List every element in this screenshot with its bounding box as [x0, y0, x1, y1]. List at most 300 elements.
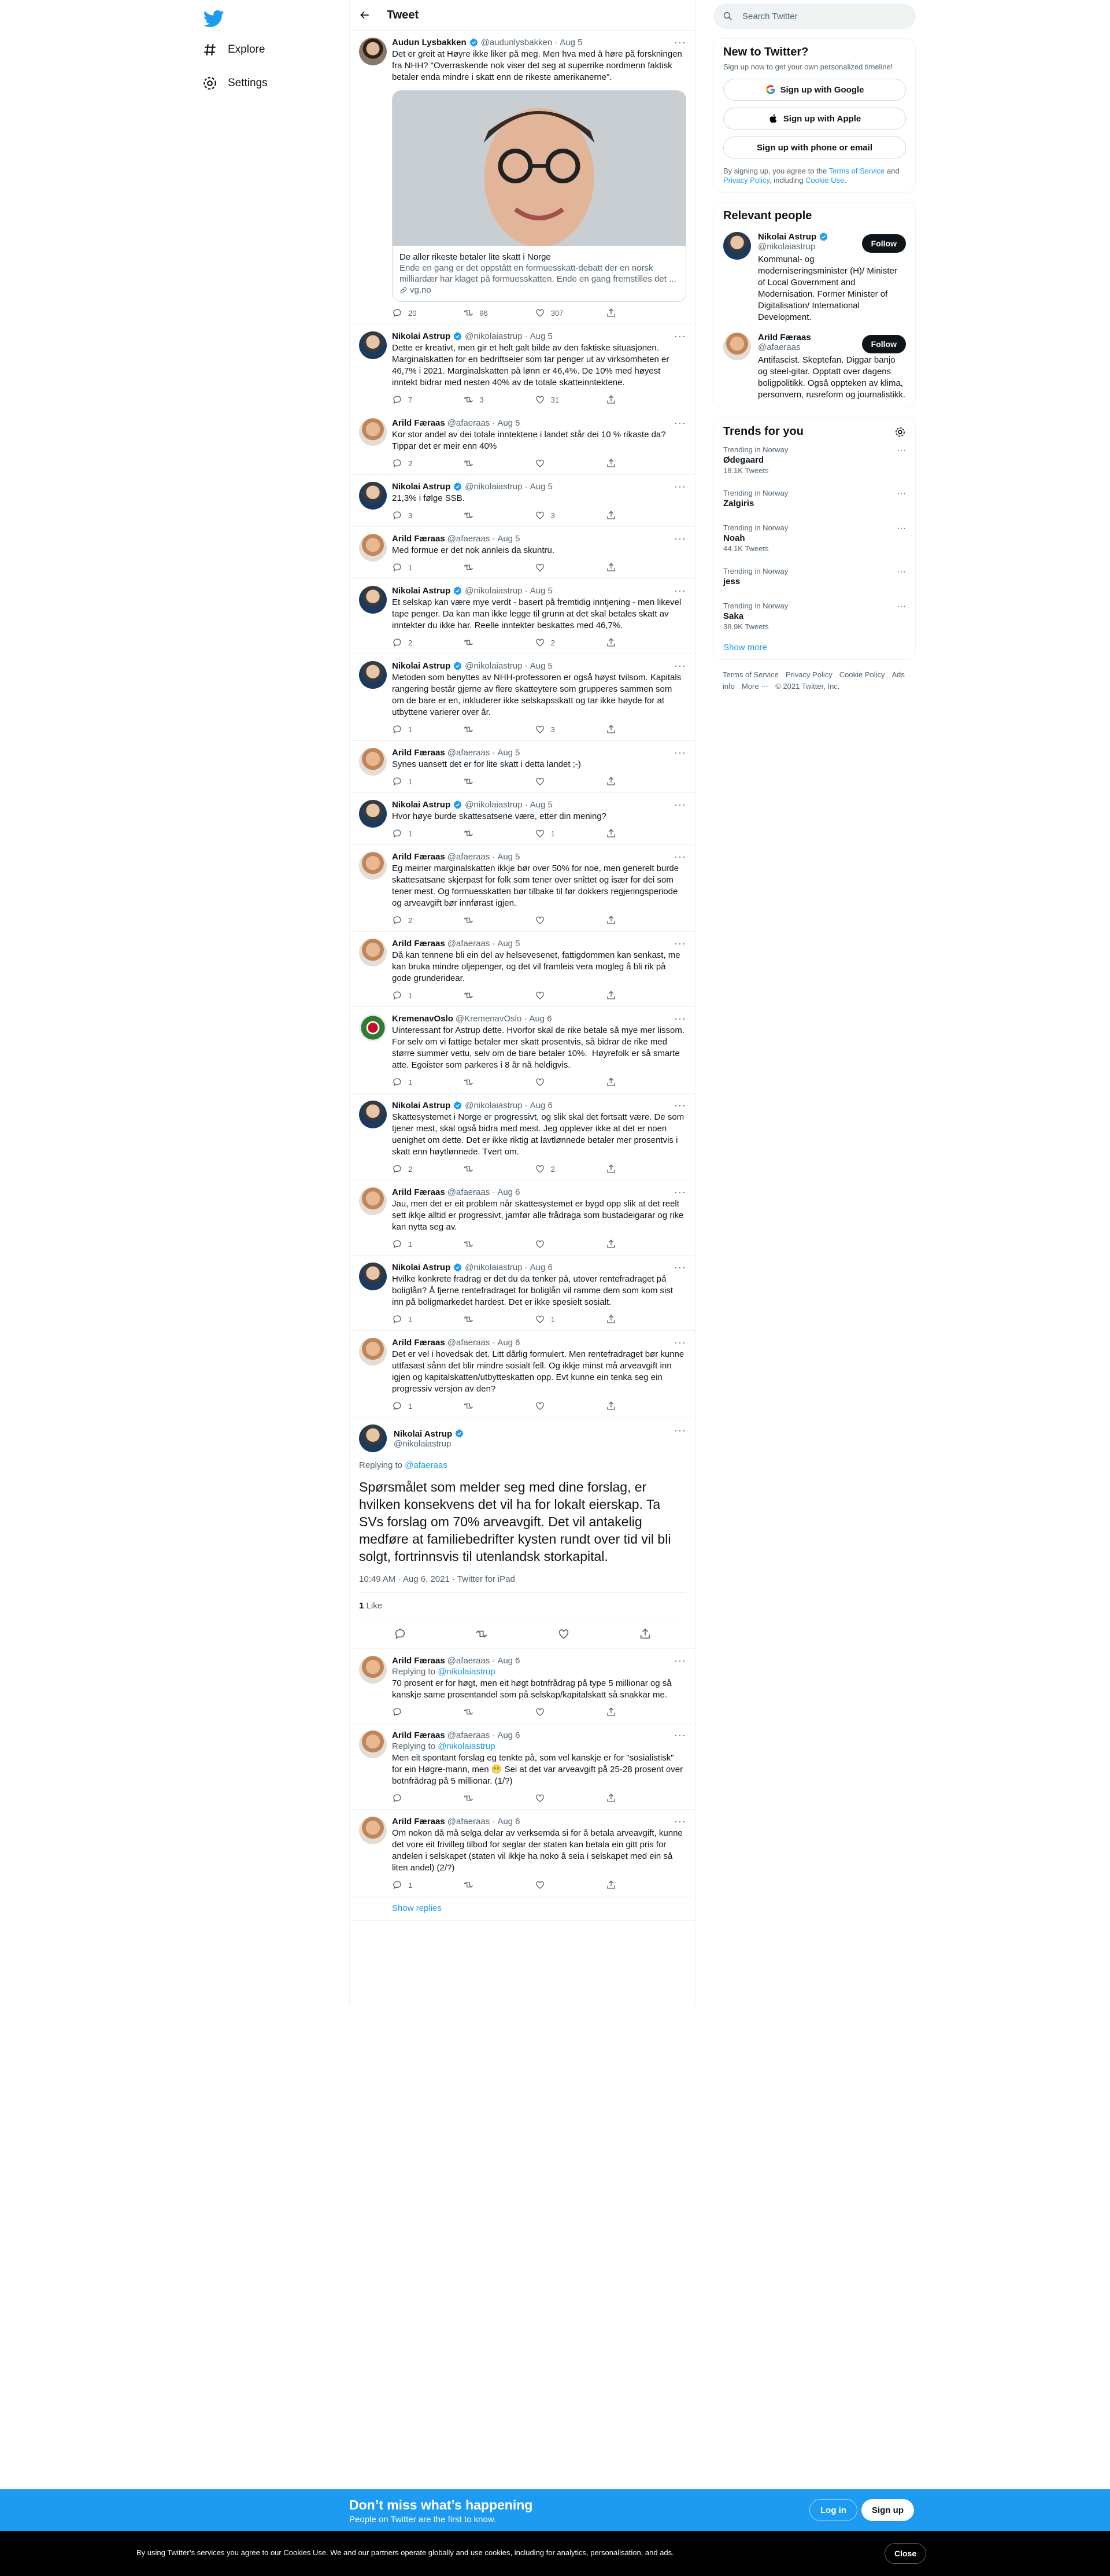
- retweet-icon: [463, 724, 473, 735]
- follow-button[interactable]: Follow: [862, 234, 906, 253]
- avatar[interactable]: [723, 232, 751, 260]
- tweet[interactable]: [350, 579, 695, 654]
- google-icon: [765, 84, 776, 95]
- reply-button[interactable]: [392, 458, 427, 468]
- phone-signup-button[interactable]: [723, 136, 906, 158]
- author-handle[interactable]: @nikolaiastrup: [465, 1263, 523, 1272]
- like-button[interactable]: [535, 724, 569, 735]
- reply-button[interactable]: [392, 510, 427, 521]
- reply-icon: [392, 458, 402, 468]
- author-name[interactable]: Nikolai Astrup: [392, 586, 451, 596]
- more-options-icon[interactable]: ···: [674, 1186, 686, 1198]
- author-handle[interactable]: @afaeraas: [447, 1817, 490, 1826]
- tweet-date[interactable]: Aug 6: [530, 1101, 553, 1110]
- author-handle[interactable]: @afaeraas: [447, 1730, 490, 1740]
- like-icon: [535, 1707, 545, 1717]
- retweet-button[interactable]: [463, 458, 498, 468]
- like-icon: [535, 1239, 545, 1249]
- author-name[interactable]: Arild Færaas: [392, 1730, 445, 1740]
- author-handle[interactable]: @afaeraas: [447, 534, 490, 544]
- link-card[interactable]: [392, 90, 686, 302]
- tweet[interactable]: [350, 1810, 695, 1896]
- reply-button[interactable]: [392, 776, 427, 787]
- share-button[interactable]: [606, 458, 641, 468]
- avatar[interactable]: [359, 852, 387, 880]
- tweet[interactable]: [350, 1094, 695, 1180]
- author-name[interactable]: Arild Færaas: [392, 1187, 445, 1197]
- author-name[interactable]: Nikolai Astrup: [392, 331, 451, 341]
- tweet-date[interactable]: Aug 6: [529, 1014, 552, 1024]
- tweet-date[interactable]: Aug 6: [530, 1263, 553, 1272]
- terms-of-service-link[interactable]: Terms of Service: [828, 167, 885, 175]
- trend-item[interactable]: [723, 595, 906, 638]
- footer-link[interactable]: Terms of Service: [723, 670, 779, 679]
- avatar[interactable]: [359, 586, 387, 614]
- footer-link[interactable]: Ads info: [723, 670, 905, 691]
- tweet-date[interactable]: Aug 5: [530, 800, 553, 810]
- author-handle[interactable]: @afaeraas: [447, 748, 490, 758]
- footer-link[interactable]: Cookie Policy: [839, 670, 885, 679]
- trend-item[interactable]: [723, 482, 906, 516]
- avatar[interactable]: [359, 748, 387, 776]
- follow-button[interactable]: Follow: [862, 335, 906, 353]
- reply-icon: [392, 1314, 402, 1324]
- person-name[interactable]: Nikolai Astrup: [758, 232, 817, 242]
- retweet-button[interactable]: [463, 562, 498, 573]
- tweet-text: Dette er kreativt, men gir et helt galt bilde av den faktiske situasjonen. Marginalskatten for en bedriftseier som tar penger ut av virksomheten er 46,7% i 2021. Marginalskatten på lønn er 46,4%. De 10% med høyest inntekt bidrar med nesten 40% av de totale skatteinntektene.: [392, 343, 672, 387]
- more-options-icon[interactable]: ···: [674, 799, 686, 810]
- avatar[interactable]: [359, 1101, 387, 1128]
- share-button[interactable]: [606, 776, 641, 787]
- avatar[interactable]: [359, 38, 387, 65]
- like-icon: [535, 990, 545, 1001]
- separator-dot: ·: [554, 38, 558, 47]
- card-description: Ende en gang er det oppstått en formuesskatt-debatt der en norsk milliardær har klaget på formuesskatten. Ende en gang fremstilles det ...: [399, 263, 676, 284]
- tweet-date[interactable]: Aug 5: [530, 482, 553, 492]
- retweet-button[interactable]: [463, 1401, 498, 1411]
- card-title: De aller rikeste betaler lite skatt i Norge: [399, 252, 551, 262]
- author-name[interactable]: Nikolai Astrup: [392, 661, 451, 671]
- author-name[interactable]: Arild Færaas: [392, 1338, 445, 1348]
- like-button[interactable]: [535, 1314, 569, 1324]
- tweet-stats[interactable]: [359, 1592, 686, 1619]
- avatar[interactable]: [359, 418, 387, 446]
- more-options-icon[interactable]: ···: [897, 523, 906, 533]
- retweet-icon[interactable]: [475, 1627, 488, 1640]
- more-options-icon[interactable]: ···: [674, 1099, 686, 1111]
- more-options-icon[interactable]: ···: [897, 489, 906, 499]
- like-button[interactable]: [535, 776, 569, 787]
- author-name[interactable]: Arild Færaas: [392, 1817, 445, 1826]
- reply-button[interactable]: [392, 915, 427, 925]
- share-button[interactable]: [606, 394, 641, 405]
- retweet-button[interactable]: [463, 828, 498, 839]
- footer-link[interactable]: © 2021 Twitter, Inc.: [775, 682, 840, 691]
- reply-button[interactable]: [392, 394, 427, 405]
- retweet-button[interactable]: [463, 990, 498, 1001]
- like-icon[interactable]: [557, 1627, 570, 1640]
- tweet-actions: [392, 394, 641, 405]
- author-handle[interactable]: @afaeraas: [447, 418, 490, 428]
- like-button[interactable]: [535, 1793, 569, 1803]
- nav-explore-label: Explore: [228, 43, 265, 56]
- show-replies-link[interactable]: Show replies: [350, 1896, 695, 1921]
- apple-signup-button[interactable]: [723, 108, 906, 130]
- tweet[interactable]: [350, 654, 695, 741]
- author-name[interactable]: KremenavOslo: [392, 1014, 453, 1024]
- like-icon: [535, 394, 545, 405]
- signup-box: [713, 38, 916, 193]
- author-handle[interactable]: @afaeraas: [447, 852, 490, 862]
- gear-icon: [202, 76, 217, 91]
- tweet-date[interactable]: Aug 6: [497, 1187, 520, 1197]
- trend-category: Trending in Norway: [723, 523, 789, 532]
- reply-button[interactable]: [392, 1880, 427, 1890]
- tweet-date[interactable]: Aug 5: [530, 331, 553, 341]
- person-bio: Antifascist. Skeptefan. Diggar banjo og steel-gitar. Opptatt over dagens boligpolitikk. Også oppteken av klima, personvern, rusreform og journalistikk.: [758, 355, 906, 400]
- like-button[interactable]: [535, 990, 569, 1001]
- more-options-icon[interactable]: ···: [674, 36, 686, 48]
- separator-dot: ·: [524, 586, 528, 596]
- more-options-icon[interactable]: ···: [674, 481, 686, 492]
- share-button[interactable]: [606, 1077, 641, 1087]
- reply-button[interactable]: [392, 308, 427, 318]
- author-name[interactable]: Audun Lysbakken: [392, 38, 467, 47]
- reply-count: 20: [408, 308, 417, 318]
- more-options-icon[interactable]: ···: [674, 747, 686, 758]
- author-handle[interactable]: @nikolaiastrup: [465, 586, 523, 596]
- reply-button[interactable]: [392, 828, 427, 839]
- nav-settings-label: Settings: [228, 77, 268, 89]
- tweet-date[interactable]: Aug 5: [530, 661, 553, 671]
- more-options-icon[interactable]: ···: [674, 1815, 686, 1827]
- author-handle[interactable]: @nikolaiastrup: [465, 482, 523, 492]
- more-options-icon[interactable]: ···: [897, 445, 906, 455]
- nav-settings[interactable]: [202, 69, 268, 97]
- like-button[interactable]: [535, 562, 569, 573]
- author-handle[interactable]: @audunlysbakken: [480, 38, 553, 47]
- avatar[interactable]: [359, 1187, 387, 1215]
- like-icon: [535, 828, 545, 839]
- retweet-icon: [463, 1401, 473, 1411]
- retweet-button[interactable]: [463, 1314, 498, 1324]
- trend-item[interactable]: [723, 516, 906, 560]
- more-options-icon[interactable]: ···: [674, 330, 686, 342]
- tweet[interactable]: [350, 845, 695, 932]
- tweet[interactable]: [350, 475, 695, 527]
- reply-icon: [392, 915, 402, 925]
- tweet[interactable]: [350, 741, 695, 793]
- more-options-icon[interactable]: ···: [674, 533, 686, 544]
- cookie-use-link[interactable]: Cookie Use: [805, 176, 845, 184]
- tweet[interactable]: [350, 1331, 695, 1418]
- share-button[interactable]: [606, 562, 641, 573]
- avatar[interactable]: [359, 939, 387, 966]
- like-button[interactable]: [535, 394, 569, 405]
- retweet-button[interactable]: [463, 1164, 498, 1174]
- share-button[interactable]: [606, 637, 641, 648]
- like-icon: [535, 458, 545, 468]
- more-options-icon[interactable]: ···: [674, 1261, 686, 1273]
- share-button[interactable]: [606, 1401, 641, 1411]
- tweet-text: Då kan tennene bli ein del av helsevesenet, fattigdommen kan senkast, me kan bruka mindre oljepenger, og det vil framleis vera mogleg å bli rik på gode grunderidear.: [392, 950, 683, 983]
- privacy-policy-link[interactable]: Privacy Policy: [723, 176, 769, 184]
- verified-badge-icon: [453, 586, 462, 596]
- replying-to-link[interactable]: @afaeraas: [405, 1460, 447, 1470]
- share-button[interactable]: [606, 1314, 641, 1324]
- like-button[interactable]: [535, 1239, 569, 1249]
- retweet-button[interactable]: [463, 510, 498, 521]
- author-name[interactable]: Arild Færaas: [392, 852, 445, 862]
- like-button[interactable]: [535, 308, 569, 318]
- tweet-date[interactable]: Aug 6: [497, 1730, 520, 1740]
- avatar[interactable]: [359, 1730, 387, 1758]
- reply-icon[interactable]: [394, 1627, 406, 1640]
- avatar[interactable]: [359, 1817, 387, 1844]
- author-handle[interactable]: @afaeraas: [447, 1656, 490, 1666]
- apple-signup-label: Sign up with Apple: [783, 113, 861, 124]
- show-more-link[interactable]: Show more: [723, 643, 767, 652]
- retweet-button[interactable]: [463, 637, 498, 648]
- footer-link[interactable]: Privacy Policy: [785, 670, 832, 679]
- author-handle[interactable]: @nikolaiastrup: [465, 800, 523, 810]
- separator-dot: ·: [492, 1817, 495, 1826]
- avatar[interactable]: [359, 800, 387, 828]
- retweet-button[interactable]: [463, 1707, 498, 1717]
- author-name[interactable]: Arild Færaas: [392, 748, 445, 758]
- retweet-button[interactable]: [463, 394, 498, 405]
- author-name[interactable]: Nikolai Astrup: [392, 1263, 451, 1272]
- author-handle[interactable]: @nikolaiastrup: [394, 1438, 452, 1449]
- tweet-actions: [392, 1401, 641, 1411]
- tweet[interactable]: [350, 324, 695, 411]
- share-button[interactable]: [606, 308, 641, 318]
- retweet-button[interactable]: [463, 1880, 498, 1890]
- person-handle[interactable]: @nikolaiastrup: [758, 242, 816, 252]
- author-handle[interactable]: @nikolaiastrup: [465, 1101, 523, 1110]
- avatar[interactable]: [359, 1014, 387, 1042]
- back-arrow-icon[interactable]: [359, 9, 371, 21]
- tweet-text: Det er vel i hovedsak det. Litt dårlig formulert. Men rentefradraget bør kunne uttfasast sånn det blir mindre sosialt fell. Og ikkje minst må arveavgift inn igjen og kapitalskatten/utbytteskatten opp. Evt kunne ein tenka seg ein progressiv versjon av den?: [392, 1349, 687, 1394]
- like-button[interactable]: [535, 1077, 569, 1087]
- more-options-icon[interactable]: ···: [897, 567, 906, 577]
- reply-button[interactable]: [392, 1077, 427, 1087]
- like-icon: [535, 1077, 545, 1087]
- author-name[interactable]: Arild Færaas: [392, 418, 445, 428]
- reply-count: 1: [408, 991, 413, 1000]
- reply-button[interactable]: [392, 562, 427, 573]
- share-button[interactable]: [606, 1707, 641, 1717]
- trends-settings-icon[interactable]: [894, 426, 906, 438]
- separator-dot: ·: [524, 661, 528, 671]
- tweet-text: Eg meiner marginalskatten ikkje bør over 50% for noe, men generelt burde skattesatsane skjerpast for folk som tener over snittet og især for dei som tener mest. Og formuesskatten bør tilbake til før dokkers regjeringsperiode og arveavgift bør innførast igjen.: [392, 863, 682, 908]
- search-input[interactable]: Search Twitter: [742, 11, 798, 21]
- tweet-actions: [392, 308, 641, 318]
- login-button[interactable]: Log in: [809, 2499, 857, 2521]
- like-button[interactable]: [535, 915, 569, 925]
- tweet-text: Et selskap kan være mye verdt - basert på fremtidig inntjening - men likevel tape penger. Da kan man ikke legge til grunn at det skal betales skatt av inntekter du ikke har. Reelle inntekter beskattes med 46,7%.: [392, 597, 684, 630]
- like-button[interactable]: [535, 828, 569, 839]
- more-options-icon[interactable]: ···: [674, 417, 686, 429]
- twitter-logo-icon[interactable]: [204, 8, 224, 29]
- tweet-date[interactable]: Aug 5: [497, 748, 520, 758]
- tweet-date[interactable]: Aug 5: [497, 534, 520, 544]
- tweet[interactable]: [350, 527, 695, 579]
- tweet-date[interactable]: Aug 6: [497, 1817, 520, 1826]
- trend-item[interactable]: [723, 438, 906, 482]
- like-button[interactable]: [535, 1401, 569, 1411]
- like-button[interactable]: [535, 458, 569, 468]
- trends-title: Trends for you: [723, 425, 804, 438]
- tweet-timestamp[interactable]: 10:49 AM · Aug 6, 2021 · Twitter for iPad: [359, 1574, 515, 1584]
- more-options-icon[interactable]: ···: [674, 938, 686, 949]
- share-icon: [606, 1707, 616, 1717]
- nav-explore[interactable]: [202, 36, 265, 64]
- more-options-icon[interactable]: ···: [674, 1337, 686, 1348]
- like-button[interactable]: [535, 1164, 569, 1174]
- reply-button[interactable]: [392, 1707, 427, 1717]
- tweet-text: Uinteressant for Astrup dette. Hvorfor skal de rike betale så mye mer lissom. For selv om vi fattige betaler mer skatt prosentvis, så bidrar de rike med større summer vettu, selv om de bare betaler 10%. Høyrefolk er så smarte atte. Egoister som parkeres i 8 år nå heldigvis.: [392, 1025, 687, 1070]
- author-name[interactable]: Arild Færaas: [392, 534, 445, 544]
- reply-button[interactable]: [392, 1793, 427, 1803]
- tweet[interactable]: [350, 793, 695, 845]
- share-button[interactable]: [606, 510, 641, 521]
- reply-icon: [392, 1164, 402, 1174]
- trend-name: jess: [723, 577, 741, 586]
- more-options-icon[interactable]: ···: [897, 601, 906, 611]
- share-button[interactable]: [606, 915, 641, 925]
- avatar[interactable]: [359, 661, 387, 689]
- like-icon: [535, 1401, 545, 1411]
- person-card[interactable]: [723, 232, 906, 323]
- share-button[interactable]: [606, 828, 641, 839]
- avatar[interactable]: [359, 482, 387, 510]
- tweet[interactable]: [350, 1180, 695, 1256]
- avatar[interactable]: [359, 1338, 387, 1365]
- tweet-date[interactable]: Aug 6: [497, 1338, 520, 1348]
- author-name[interactable]: Arild Færaas: [392, 1656, 445, 1666]
- more-options-icon[interactable]: ···: [674, 1729, 686, 1741]
- reply-button[interactable]: [392, 1401, 427, 1411]
- author-name[interactable]: Nikolai Astrup: [394, 1429, 453, 1439]
- author-handle[interactable]: @KremenavOslo: [455, 1014, 522, 1024]
- person-card[interactable]: [723, 333, 906, 401]
- like-count: 2: [550, 638, 555, 647]
- retweet-button[interactable]: [463, 308, 498, 318]
- tweet-date[interactable]: Aug 5: [560, 38, 583, 47]
- like-button[interactable]: [535, 1707, 569, 1717]
- trend-item[interactable]: [723, 560, 906, 595]
- person-name[interactable]: Arild Færaas: [758, 333, 811, 342]
- person-handle[interactable]: @afaeraas: [758, 342, 801, 352]
- author-name[interactable]: Nikolai Astrup: [392, 800, 451, 810]
- reply-count: 1: [408, 777, 413, 786]
- reply-button[interactable]: [392, 724, 427, 735]
- author-handle[interactable]: @nikolaiastrup: [465, 331, 523, 341]
- replying-to-link[interactable]: @nikolaiastrup: [438, 1667, 495, 1677]
- tweet-date[interactable]: Aug 5: [497, 852, 520, 862]
- retweet-button[interactable]: [463, 724, 498, 735]
- avatar[interactable]: [359, 1424, 387, 1452]
- tweet[interactable]: [350, 1724, 695, 1810]
- replying-to-link[interactable]: @nikolaiastrup: [438, 1741, 495, 1751]
- tweet-date[interactable]: Aug 5: [497, 939, 520, 949]
- more-options-icon[interactable]: ···: [674, 1655, 686, 1666]
- tweet[interactable]: [350, 31, 695, 324]
- retweet-button[interactable]: [463, 1793, 498, 1803]
- share-button[interactable]: [606, 1239, 641, 1249]
- author-handle[interactable]: @afaeraas: [447, 939, 490, 949]
- search-bar[interactable]: [713, 3, 916, 29]
- tweet-date[interactable]: Aug 5: [530, 586, 553, 596]
- share-button[interactable]: [606, 990, 641, 1001]
- author-handle[interactable]: @afaeraas: [447, 1187, 490, 1197]
- more-options-icon[interactable]: ···: [674, 585, 686, 596]
- tweet-date[interactable]: Aug 6: [497, 1656, 520, 1666]
- more-options-icon[interactable]: ···: [674, 660, 686, 671]
- google-signup-button[interactable]: [723, 79, 906, 101]
- retweet-button[interactable]: [463, 1077, 498, 1087]
- author-name[interactable]: Nikolai Astrup: [392, 482, 451, 492]
- reply-button[interactable]: [392, 990, 427, 1001]
- reply-button[interactable]: [392, 637, 427, 648]
- separator-dot: ·: [492, 748, 495, 758]
- share-button[interactable]: [606, 1793, 641, 1803]
- like-button[interactable]: [535, 1880, 569, 1890]
- avatar[interactable]: [723, 333, 751, 360]
- retweet-button[interactable]: [463, 915, 498, 925]
- tweet[interactable]: [350, 1649, 695, 1724]
- avatar[interactable]: [359, 331, 387, 359]
- more-options-icon[interactable]: ···: [674, 1013, 686, 1024]
- share-icon[interactable]: [639, 1627, 652, 1640]
- signup-button[interactable]: Sign up: [861, 2499, 914, 2521]
- tweet-date[interactable]: Aug 5: [497, 418, 520, 428]
- share-icon: [606, 724, 616, 735]
- footer-link[interactable]: More ···: [741, 682, 769, 691]
- avatar[interactable]: [359, 534, 387, 562]
- tweet-text: Skattesystemet i Norge er progressivt, og slik skal det fortsatt være. De som tjener mest, skal også bidra med mest. Jeg opplever ikke at det er noen uenighet om dette. Det er ikke riktig at lavtlønnede betaler mer prosentvis i skatt enn høytlønnede. Tvert om.: [392, 1112, 687, 1157]
- author-handle[interactable]: @nikolaiastrup: [465, 661, 523, 671]
- share-button[interactable]: [606, 1164, 641, 1174]
- author-name[interactable]: Arild Færaas: [392, 939, 445, 949]
- cookie-close-button[interactable]: Close: [885, 2543, 926, 2564]
- avatar[interactable]: [359, 1656, 387, 1684]
- share-button[interactable]: [606, 724, 641, 735]
- more-options-icon[interactable]: ···: [674, 1424, 686, 1436]
- share-button[interactable]: [606, 1880, 641, 1890]
- retweet-button[interactable]: [463, 1239, 498, 1249]
- like-button[interactable]: [535, 510, 569, 521]
- more-options-icon[interactable]: ···: [674, 851, 686, 862]
- tweet[interactable]: [350, 1256, 695, 1331]
- avatar[interactable]: [359, 1263, 387, 1290]
- author-handle[interactable]: @afaeraas: [447, 1338, 490, 1348]
- reply-count: 1: [408, 1401, 413, 1411]
- trends-list: [723, 438, 906, 638]
- tweet[interactable]: [350, 1007, 695, 1094]
- reply-button[interactable]: [392, 1239, 427, 1249]
- tweet[interactable]: [350, 411, 695, 475]
- like-count: 1: [550, 1315, 555, 1324]
- reply-button[interactable]: [392, 1164, 427, 1174]
- tweet[interactable]: [350, 932, 695, 1007]
- reply-button[interactable]: [392, 1314, 427, 1324]
- tweet-actions: [392, 1707, 641, 1717]
- like-button[interactable]: [535, 637, 569, 648]
- author-name[interactable]: Nikolai Astrup: [392, 1101, 451, 1110]
- retweet-button[interactable]: [463, 776, 498, 787]
